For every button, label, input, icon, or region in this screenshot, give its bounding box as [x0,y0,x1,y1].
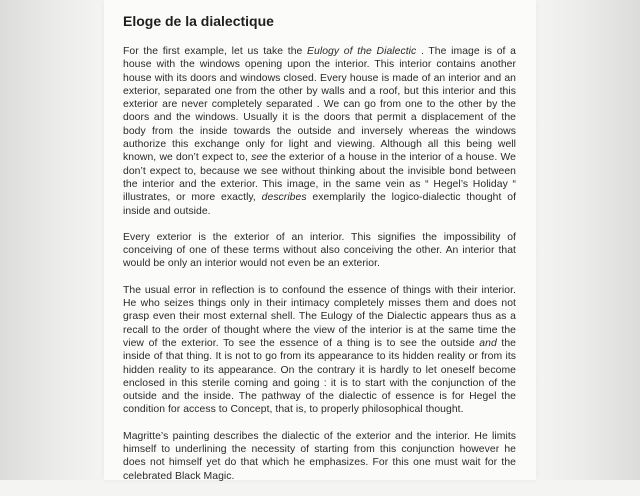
paragraph-1 [123,45,516,218]
p1-italic-describes: describes [261,192,307,204]
paragraph-3 [123,284,516,417]
page-title: Eloge de la dialectique [123,13,274,29]
document-page [123,13,516,496]
p1-text-a: For the first example, let us take the [123,46,308,57]
paragraph-4: Magritte’s painting describes the dialectic of the exterior and the interior. He limits himself to underlining the necessity of starting from this conjunction however he does not himself yet do that which he emphasizes. For this one must wait for the celebrated Black Magic. [123,430,516,482]
p1-text-e: the exterior of a house in the interior of a house. We don’t expect to, because we see without thinking about the invisible bond between the interior and the exterior. This image, in the same vein as “ Hegel’s Holiday “ illustrates, or more exactly, [123,152,516,204]
p1-italic-see: see [251,152,269,164]
paragraph-2: Every exterior is the exterior of an interior. This signifies the impossibility of conceiving of one of these terms without also conceiving the other. An interior that would be only an interior would not even be an exterior. [123,231,516,270]
p1-text-g: exemplarily the logico-dialectic thought of inside and outside. [123,192,517,217]
p3-text-c: the inside of that thing. It is not to go from its appearance to its hidden reality or from its hidden reality to its appearance. On the contrary it is hardly to let oneself become enclosed in this sterile coming and going : it is to start with the conjunction of the outside and the inside. The pathway of the dialectic of essence is for Hegel the condition for access to Concept, that is, to properly philosophical thought. [123,337,516,416]
p3-text-a: The usual error in reflection is to confound the essence of things with their interior. He who seizes things only in their intimacy completely misses them and does not grasp even their most external shell. The Eulogy of the Dialectic appears thus as a recall to the order of thought where the view of the interior is at the same time the view of the exterior. To see the essence of a thing is to see the outside [123,284,516,349]
p1-italic-title: Eulogy of the Dialectic [307,46,417,57]
p3-italic-and: and [479,337,497,349]
p1-text-c: . The image is of a house with the windows opening upon the interior. This interior contains another house with its doors and windows closed. Every house is made of an interior and an exterior, separated one from the other by walls and a roof, but this interior and this exterior are never completely separated . We can go from one to the other by the doors and the windows. Usually it is the doors that permit a displacement of the body from the inside towards the outside and inversely whereas the windows authorize this exchange only for light and viewing. Although all this being well known, we don’t expect to, [123,46,516,164]
